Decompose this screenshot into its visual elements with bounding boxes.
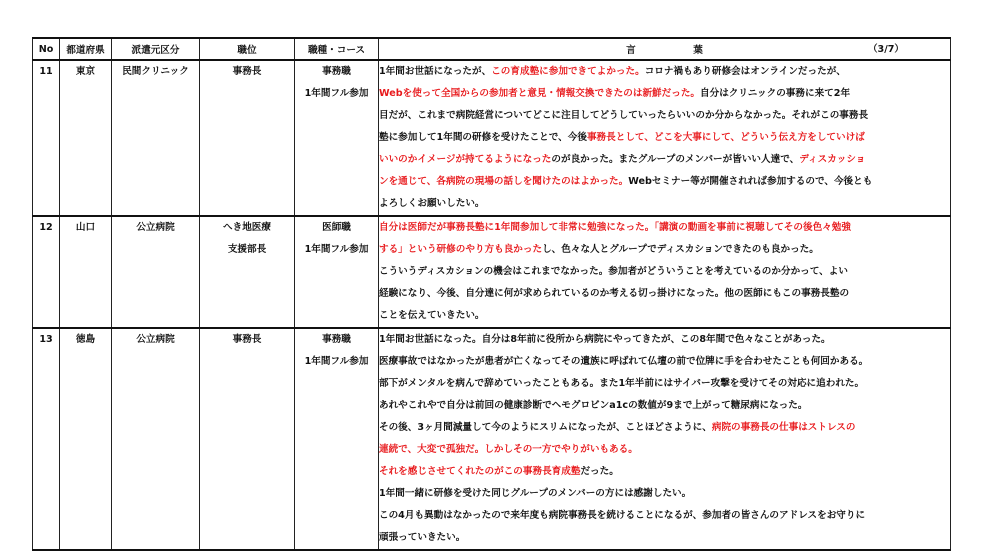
comment-line bbox=[379, 283, 950, 305]
cell-words bbox=[379, 60, 951, 216]
comment-line bbox=[379, 217, 950, 239]
comment-line bbox=[379, 171, 950, 193]
highlighted-text: Webを使って全国からの参加者と意見・情報交換できたのは新鮮だった。 bbox=[379, 88, 701, 99]
highlighted-text: 事務長として、どこを大事にして、どういう伝え方をしていけば bbox=[586, 132, 865, 143]
row-number: 13 bbox=[39, 334, 53, 345]
origin-value: 公立病院 bbox=[136, 334, 175, 345]
survey-table bbox=[32, 37, 951, 551]
comment-text: ことを伝えていきたい。 bbox=[379, 310, 485, 321]
prefecture-value: 山口 bbox=[75, 222, 96, 233]
cell-words bbox=[379, 216, 951, 328]
position-value: へき地医療 bbox=[223, 222, 271, 233]
comment-text: よろしくお願いしたい。 bbox=[379, 198, 485, 209]
comment-text: 1年間お世話になった。自分は8年前に役所から病院にやってきたが、この8年間で色々なことがあった。 bbox=[379, 334, 831, 345]
highlighted-text: ディスカッショ bbox=[799, 154, 866, 165]
comment-text: 塾に参加して1年間の研修を受けたことで、今後 bbox=[379, 132, 587, 143]
page-indicator: （3/7） bbox=[867, 44, 904, 55]
comment-line bbox=[379, 105, 950, 127]
cell-origin bbox=[112, 328, 200, 550]
highlighted-text: それを感じさせてくれたのがこの事務長育成塾 bbox=[379, 466, 581, 477]
course-value: 1年間フル参加 bbox=[304, 356, 369, 367]
header-words bbox=[379, 38, 951, 60]
cell-course bbox=[295, 328, 379, 550]
comment-text: Webセミナー等が開催されれば参加するので、今後とも bbox=[628, 176, 873, 187]
comment-line bbox=[379, 239, 950, 261]
comment-text: 目だが、これまで病院経営についてどこに注目してどうしていったらいいのか分からなかった。それがこの事務長 bbox=[379, 110, 869, 121]
cell-position bbox=[200, 216, 295, 328]
comment-text: コロナ禍もあり研修会はオンラインだったが、 bbox=[644, 66, 846, 77]
comment-line bbox=[379, 149, 950, 171]
comment-text: 経験になり、今後、自分達に何が求められているのか考える切っ掛けになった。他の医師にもこの事務長塾の bbox=[379, 288, 850, 299]
comment-line bbox=[379, 351, 950, 373]
comment-text: し、色々な人とグループでディスカションできたのも良かった。 bbox=[542, 244, 819, 255]
cell-course bbox=[295, 216, 379, 328]
course-value: 1年間フル参加 bbox=[304, 88, 369, 99]
comment-line bbox=[379, 193, 950, 215]
cell-position bbox=[200, 60, 295, 216]
cell-words bbox=[379, 328, 951, 550]
comment-text: 部下がメンタルを病んで辞めていったこともある。また1年半前にはサイバー攻撃を受けてその対応に追われた。 bbox=[379, 378, 865, 389]
header-row bbox=[33, 38, 951, 60]
cell-prefecture bbox=[60, 328, 112, 550]
cell-position bbox=[200, 328, 295, 550]
cell-origin bbox=[112, 216, 200, 328]
comment-text: その後、3ヶ月間減量して今のようにスリムになったが、ことほどさように、 bbox=[379, 422, 712, 433]
comment-text: 頑張っていきたい。 bbox=[379, 532, 466, 543]
course-value: 事務職 bbox=[322, 334, 351, 345]
highlighted-text: する」という研修のやり方も良かった bbox=[379, 244, 543, 255]
comment-text: 1年間一緒に研修を受けた同じグループのメンバーの方には感謝したい。 bbox=[379, 488, 692, 499]
comment-line bbox=[379, 61, 950, 83]
position-value: 事務長 bbox=[232, 66, 262, 77]
highlighted-text: 自分は医師だが事務長塾に1年間参加して非常に勉強になった。「講演の動画を事前に視聴してその後色々勉強 bbox=[379, 222, 851, 233]
comment-text: だった。 bbox=[580, 466, 619, 477]
comment-line bbox=[379, 83, 950, 105]
course-value: 1年間フル参加 bbox=[304, 244, 369, 255]
comment-line bbox=[379, 395, 950, 417]
position-value: 事務長 bbox=[232, 334, 262, 345]
prefecture-value: 東京 bbox=[75, 66, 96, 77]
comment-line bbox=[379, 329, 950, 351]
cell-course bbox=[295, 60, 379, 216]
comment-line bbox=[379, 439, 950, 461]
table-row bbox=[33, 60, 951, 216]
cell-prefecture bbox=[60, 216, 112, 328]
highlighted-text: 連続で、大変で孤独だ。しかしその一方でやりがいもある。 bbox=[379, 444, 638, 455]
comment-line bbox=[379, 305, 950, 327]
comment-line bbox=[379, 461, 950, 483]
row-number: 12 bbox=[39, 222, 53, 233]
comment-text: 自分はクリニックの事務に来て2年 bbox=[700, 88, 851, 99]
header-position: 職位 bbox=[200, 38, 295, 60]
prefecture-value: 徳島 bbox=[75, 334, 96, 345]
header-no: No bbox=[33, 38, 60, 60]
table-row bbox=[33, 328, 951, 550]
cell-no bbox=[33, 60, 60, 216]
cell-no bbox=[33, 328, 60, 550]
comment-line bbox=[379, 483, 950, 505]
comment-line bbox=[379, 505, 950, 527]
table-row bbox=[33, 216, 951, 328]
position-value: 支援部長 bbox=[227, 244, 267, 255]
cell-prefecture bbox=[60, 60, 112, 216]
origin-value: 公立病院 bbox=[136, 222, 175, 233]
course-value: 医師職 bbox=[322, 222, 351, 233]
comment-line bbox=[379, 417, 950, 439]
highlighted-text: いいのかイメージが持てるようになった bbox=[379, 154, 552, 165]
cell-no bbox=[33, 216, 60, 328]
highlighted-text: 病院の事務長の仕事はストレスの bbox=[711, 422, 856, 433]
header-words-title: 言 葉 bbox=[626, 45, 727, 56]
course-value: 事務職 bbox=[322, 66, 351, 77]
comment-text: 医療事故ではなかったが患者が亡くなってその遺族に呼ばれて仏壇の前で位牌に手を合わせたことも何回かある。 bbox=[379, 356, 869, 367]
comment-line bbox=[379, 373, 950, 395]
comment-text: あれやこれやで自分は前回の健康診断でヘモグロビンa1cの数値が9まで上がって糖尿病になった。 bbox=[379, 400, 808, 411]
header-course: 職種・コース bbox=[295, 38, 379, 60]
header-prefecture: 都道府県 bbox=[60, 38, 112, 60]
comment-text: 1年間お世話になったが、 bbox=[379, 66, 492, 77]
comment-text: こういうディスカションの機会はこれまでなかった。参加者がどういうことを考えているのか分かって、よい bbox=[379, 266, 848, 277]
highlighted-text: この育成塾に参加できてよかった。 bbox=[491, 66, 645, 77]
header-origin: 派遣元区分 bbox=[112, 38, 200, 60]
comment-line bbox=[379, 127, 950, 149]
highlighted-text: ンを通じて、各病院の現場の話しを聞けたのはよかった。 bbox=[379, 176, 629, 187]
comment-text: この4月も異動はなかったので来年度も病院事務長を続けることになるが、参加者の皆さんのアドレスをお守りに bbox=[379, 510, 866, 521]
cell-origin bbox=[112, 60, 200, 216]
origin-value: 民間クリニック bbox=[122, 66, 189, 77]
row-number: 11 bbox=[39, 66, 53, 77]
comment-text: のが良かった。またグループのメンバーが皆いい人達で、 bbox=[551, 154, 800, 165]
comment-line bbox=[379, 527, 950, 549]
comment-line bbox=[379, 261, 950, 283]
